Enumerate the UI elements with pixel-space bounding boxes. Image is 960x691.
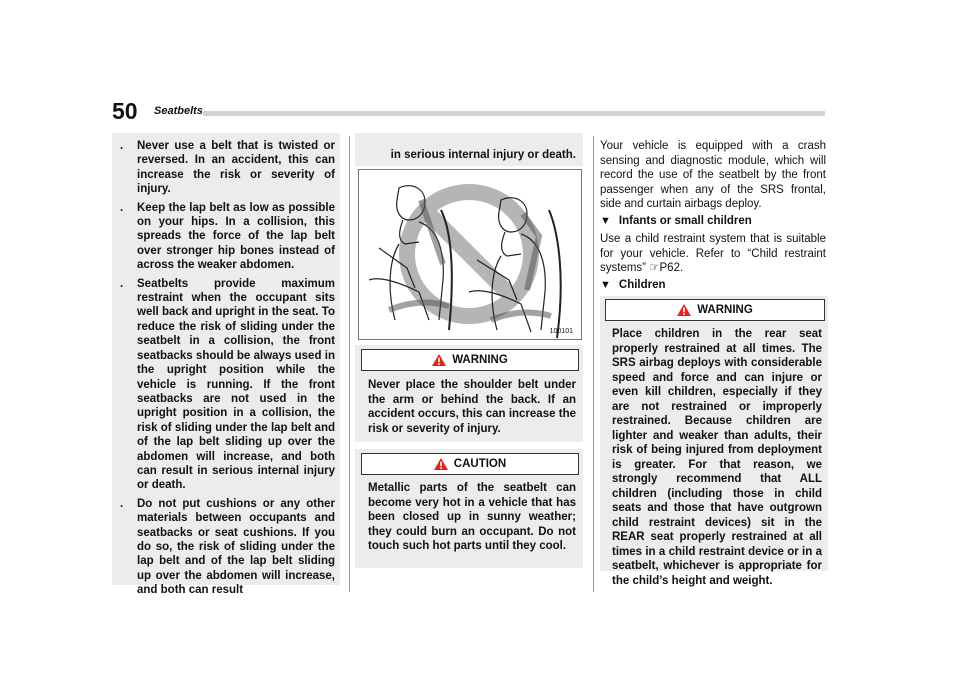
list-item xyxy=(120,139,335,197)
list-item xyxy=(120,277,335,493)
bullet-text: Keep the lap belt as low as possible on your hips. In a collision, this spreads the force of the lap belt over stronger hip bones instead of across the weaker abdomen. xyxy=(137,201,335,272)
column-divider-left xyxy=(349,136,350,592)
bullet-marker: . xyxy=(120,140,124,152)
seatbelt-figure-svg xyxy=(359,170,581,339)
warning-triangle-icon xyxy=(432,354,446,366)
subhead-marker: ▼ xyxy=(600,279,611,291)
list-item xyxy=(120,201,335,273)
bullet-text: Do not put cushions or any other materials between occupants and seatbacks or seat cushions. If you do so, the risk of sliding under the lap belt and of the lap belt sliding up over the abdomen will increase, and both can result xyxy=(137,497,335,597)
subhead-text: Infants or small children xyxy=(618,215,752,227)
subhead-marker: ▼ xyxy=(600,215,611,227)
header-rule xyxy=(203,111,825,116)
bullet-marker: . xyxy=(120,497,124,510)
figure-id: 100101 xyxy=(549,328,573,335)
warning-triangle-icon xyxy=(434,458,448,470)
crash-sensing-intro: Your vehicle is equipped with a crash sensing and diagnostic module, which will record the use of the seatbelt by the front passenger when any of the SRS frontal, side and curtain airbags deploy. xyxy=(600,140,826,211)
caution-label xyxy=(361,453,579,475)
left-bullet-list xyxy=(120,139,335,602)
bullet-marker: . xyxy=(120,277,124,290)
warning-label-text: WARNING xyxy=(452,354,508,366)
caution-label-text: CAUTION xyxy=(453,458,507,470)
children-warning-text: Place children in the rear seat properly restrained at all times. The SRS airbag deploys with considerable speed and force and can injure or even kill children, especially if they are not restrained or improperly restrained. Because children are lighter and weaker than adults, their risk of being injured from deployment is greater. For that reason, we strongly recommend that ALL children (including those in child seats and those that have outgrown child restraint devices) sit in the REAR seat properly restrained at all times in a child restraint device or in a seatbelt, whichever is appropriate for the child’s height and weight. xyxy=(612,328,822,587)
continued-text: in serious internal injury or death. xyxy=(390,149,576,161)
subhead-text: Children xyxy=(618,279,666,291)
section-title: Seatbelts xyxy=(154,105,203,117)
warning-text-middle: Never place the shoulder belt under the arm or behind the back. If an accident occurs, this can increase the risk or severity of injury. xyxy=(368,379,576,435)
page-number: 50 xyxy=(112,98,138,124)
warning-triangle-icon xyxy=(677,304,691,316)
bullet-text: Seatbelts provide maximum restraint when the occupant sits well back and upright in the seat. To reduce the risk of sliding under the seatbelt in a collision, the front seatbacks should be always used in the upright position while the vehicle is running. If the front seatbacks are not used in the upright position in a collision, the risk of sliding under the lap belt and of the lap belt sliding up over the abdomen will increase, and both can result in serious internal injury or death. xyxy=(137,277,335,492)
warning-label-right xyxy=(605,299,825,321)
bullet-marker: . xyxy=(120,201,124,214)
infants-text: Use a child restraint system that is suitable for your vehicle. Refer to “Child restraint systems” ☞P62. xyxy=(600,233,826,275)
seatbelt-illustration xyxy=(358,169,582,340)
warning-label-middle xyxy=(361,349,579,371)
subhead-infants xyxy=(600,214,752,228)
column-divider-right xyxy=(593,136,594,592)
caution-text: Metallic parts of the seatbelt can become very hot in a vehicle that has been closed up in sunny weather; they could burn an occupant. Do not touch such hot parts until they cool. xyxy=(368,482,576,552)
subhead-children xyxy=(600,278,666,292)
bullet-text: Never use a belt that is twisted or reversed. In an accident, this can increase the risk or severity of injury. xyxy=(137,140,335,196)
warning-label-text: WARNING xyxy=(697,304,753,316)
list-item xyxy=(120,497,335,598)
